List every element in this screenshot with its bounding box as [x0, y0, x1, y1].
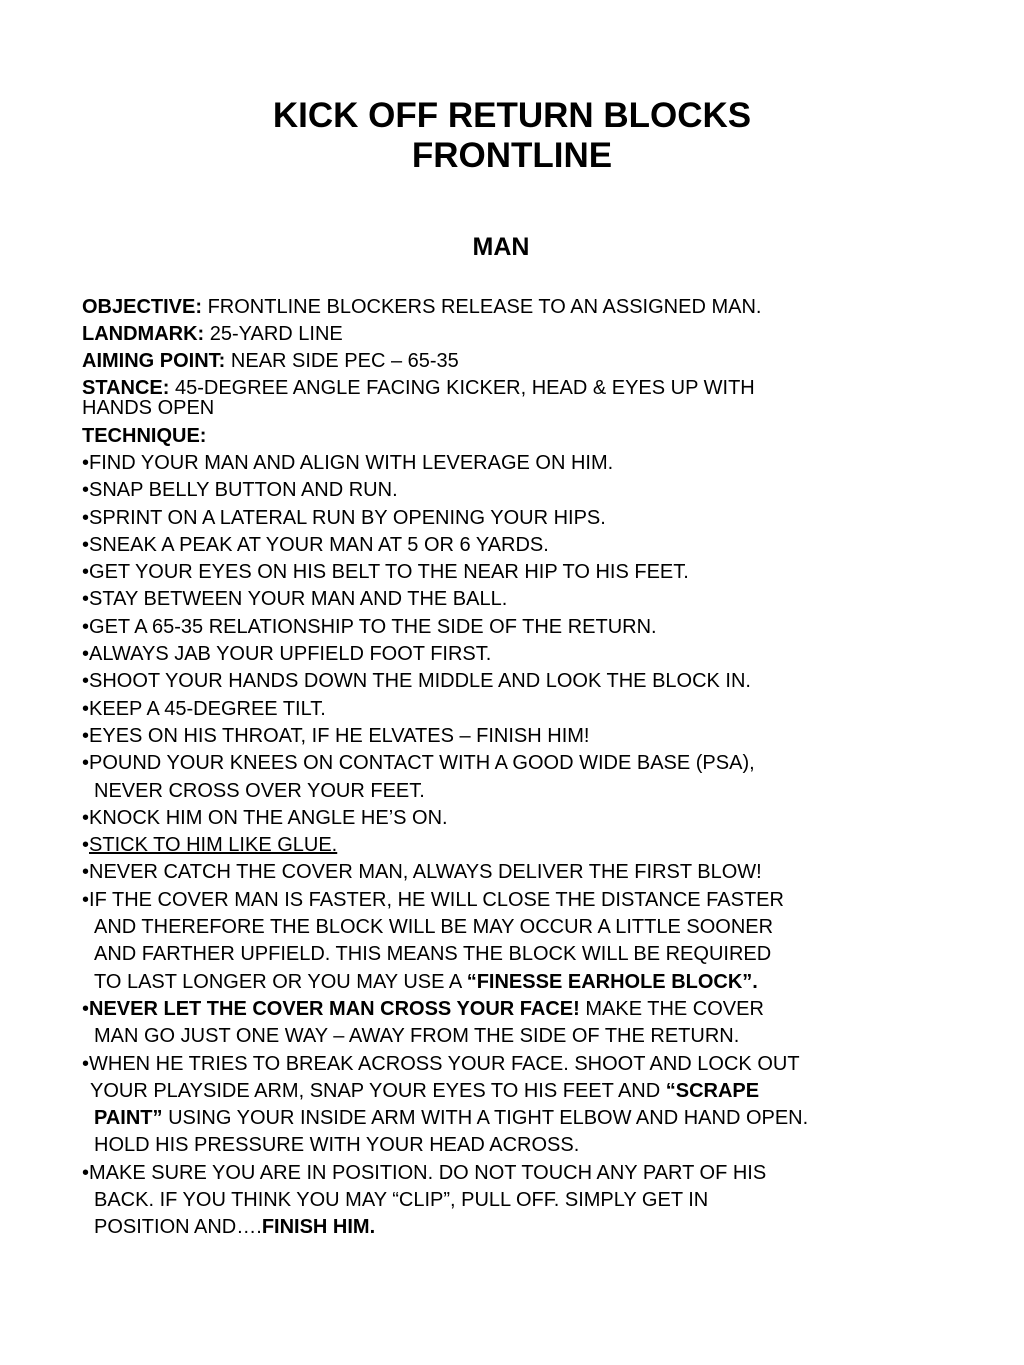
stance-label: STANCE: — [82, 377, 170, 399]
landmark-value: 25-YARD LINE — [209, 323, 343, 345]
list-item-text-cont — [82, 969, 942, 996]
list-item — [82, 586, 942, 613]
list-item-text-cont-plain: POSITION AND…. — [94, 1216, 262, 1239]
finesse-earhole-block-emphasis: “FINESSE EARHOLE BLOCK”. — [466, 970, 758, 993]
list-item — [82, 477, 942, 504]
list-item — [82, 532, 942, 559]
title-line-2: FRONTLINE — [411, 136, 613, 175]
bullet-marker: • — [82, 561, 90, 584]
list-item — [82, 805, 942, 832]
bullet-marker: • — [82, 997, 90, 1020]
bullet-marker: • — [82, 724, 90, 747]
list-item-text: SHOOT YOUR HANDS DOWN THE MIDDLE AND LOOK THE BLOCK IN. — [89, 670, 751, 693]
list-item-text: WHEN HE TRIES TO BREAK ACROSS YOUR FACE. SHOOT AND LOCK OUT — [89, 1052, 800, 1075]
stance-value-cont: HANDS OPEN — [82, 397, 215, 419]
list-item-text: NEVER CATCH THE COVER MAN, ALWAYS DELIVER THE FIRST BLOW! — [89, 861, 762, 884]
list-item — [82, 450, 942, 477]
list-item — [82, 641, 942, 668]
landmark-label: LANDMARK: — [82, 323, 205, 345]
bullet-marker: • — [82, 533, 90, 556]
list-item-text: MAKE THE COVER — [579, 997, 764, 1020]
list-item-text-cont: MAN GO JUST ONE WAY – AWAY FROM THE SIDE OF THE RETURN. — [94, 1025, 740, 1048]
bullet-marker: • — [82, 1161, 90, 1184]
list-item — [82, 505, 942, 532]
list-item-text: KEEP A 45-DEGREE TILT. — [89, 697, 326, 720]
list-item-text: POUND YOUR KNEES ON CONTACT WITH A GOOD WIDE BASE (PSA), — [89, 752, 755, 775]
list-item — [82, 668, 942, 695]
landmark-field — [82, 321, 942, 348]
list-item-text-cont-plain: TO LAST LONGER OR YOU MAY USE A — [94, 970, 467, 993]
list-item-text: GET YOUR EYES ON HIS BELT TO THE NEAR HIP TO HIS FEET. — [89, 561, 689, 584]
list-item-text: SNEAK A PEAK AT YOUR MAN AT 5 OR 6 YARDS. — [89, 533, 549, 556]
list-item-text: SNAP BELLY BUTTON AND RUN. — [89, 479, 398, 502]
list-item-text-cont — [82, 1214, 942, 1241]
bullet-marker: • — [82, 752, 90, 775]
list-item-text-cont: HOLD HIS PRESSURE WITH YOUR HEAD ACROSS. — [94, 1134, 580, 1157]
list-item — [82, 832, 942, 859]
list-item-text: IF THE COVER MAN IS FASTER, HE WILL CLOSE THE DISTANCE FASTER — [89, 888, 784, 911]
title-line-1: KICK OFF RETURN BLOCKS — [272, 96, 752, 135]
list-item-text: ALWAYS JAB YOUR UPFIELD FOOT FIRST. — [89, 643, 492, 666]
bullet-marker: • — [82, 1052, 90, 1075]
list-item-text: EYES ON HIS THROAT, IF HE ELVATES – FINISH HIM! — [89, 724, 590, 747]
list-item — [82, 859, 942, 886]
list-item-text: SPRINT ON A LATERAL RUN BY OPENING YOUR HIPS. — [89, 506, 606, 529]
aiming-point-value: NEAR SIDE PEC – 65-35 — [230, 350, 459, 372]
list-item — [82, 1160, 942, 1242]
list-item-text: KNOCK HIM ON THE ANGLE HE’S ON. — [89, 806, 448, 829]
stance-field — [82, 378, 942, 418]
bullet-marker: • — [82, 615, 90, 638]
list-item — [82, 559, 942, 586]
list-item-text-cont-plain: YOUR PLAYSIDE ARM, SNAP YOUR EYES TO HIS FEET AND — [90, 1079, 666, 1102]
list-item — [82, 696, 942, 723]
aiming-point-label: AIMING POINT: — [82, 350, 226, 372]
section-subtitle: MAN — [472, 233, 530, 261]
list-item-text: FIND YOUR MAN AND ALIGN WITH LEVERAGE ON HIM. — [89, 452, 614, 474]
list-item-text: MAKE SURE YOU ARE IN POSITION. DO NOT TOUCH ANY PART OF HIS — [89, 1161, 767, 1184]
bullet-marker: • — [82, 479, 90, 502]
objective-field — [82, 294, 942, 321]
list-item-text-cont: BACK. IF YOU THINK YOU MAY “CLIP”, PULL OFF. SIMPLY GET IN — [94, 1189, 709, 1212]
list-item-text-cont: AND FARTHER UPFIELD. THIS MEANS THE BLOCK WILL BE REQUIRED — [94, 943, 772, 966]
list-item-text-cont-plain: USING YOUR INSIDE ARM WITH A TIGHT ELBOW AND HAND OPEN. — [162, 1107, 809, 1130]
technique-field — [82, 423, 942, 450]
objective-label: OBJECTIVE: — [82, 296, 203, 318]
list-item-text-underlined: STICK TO HIM LIKE GLUE. — [89, 834, 338, 857]
list-item-text-cont: NEVER CROSS OVER YOUR FEET. — [94, 779, 425, 802]
list-item — [82, 614, 942, 641]
bullet-marker: • — [82, 670, 90, 693]
list-item — [82, 887, 942, 996]
bullet-marker: • — [82, 888, 90, 911]
paint-emphasis: PAINT” — [94, 1107, 163, 1130]
document-body — [82, 294, 942, 1242]
list-item-text-cont: AND THEREFORE THE BLOCK WILL BE MAY OCCUR A LITTLE SOONER — [94, 916, 774, 939]
technique-label: TECHNIQUE: — [82, 425, 207, 447]
list-item — [82, 750, 942, 805]
list-item — [82, 723, 942, 750]
scrape-emphasis: “SCRAPE — [665, 1079, 760, 1102]
bullet-marker: • — [82, 506, 90, 529]
technique-list — [82, 450, 942, 1242]
list-item-text-cont — [82, 1078, 942, 1105]
bullet-marker: • — [82, 806, 90, 829]
list-item-text-cont — [82, 1105, 942, 1132]
list-item — [82, 996, 942, 1051]
bullet-marker: • — [82, 697, 90, 720]
list-item — [82, 1051, 942, 1160]
bullet-marker: • — [82, 452, 90, 474]
objective-value: FRONTLINE BLOCKERS RELEASE TO AN ASSIGNED MAN. — [207, 296, 762, 318]
page-title — [0, 96, 1024, 176]
bullet-marker: • — [82, 643, 90, 666]
list-item-text: GET A 65-35 RELATIONSHIP TO THE SIDE OF THE RETURN. — [89, 615, 657, 638]
list-item-text: STAY BETWEEN YOUR MAN AND THE BALL. — [89, 588, 508, 611]
never-cross-face-emphasis: NEVER LET THE COVER MAN CROSS YOUR FACE! — [89, 997, 580, 1020]
aiming-point-field — [82, 348, 942, 375]
finish-him-emphasis: FINISH HIM. — [261, 1216, 376, 1239]
bullet-marker: • — [82, 861, 90, 884]
stance-value: 45-DEGREE ANGLE FACING KICKER, HEAD & EYES UP WITH — [174, 377, 755, 399]
bullet-marker: • — [82, 834, 90, 857]
bullet-marker: • — [82, 588, 90, 611]
